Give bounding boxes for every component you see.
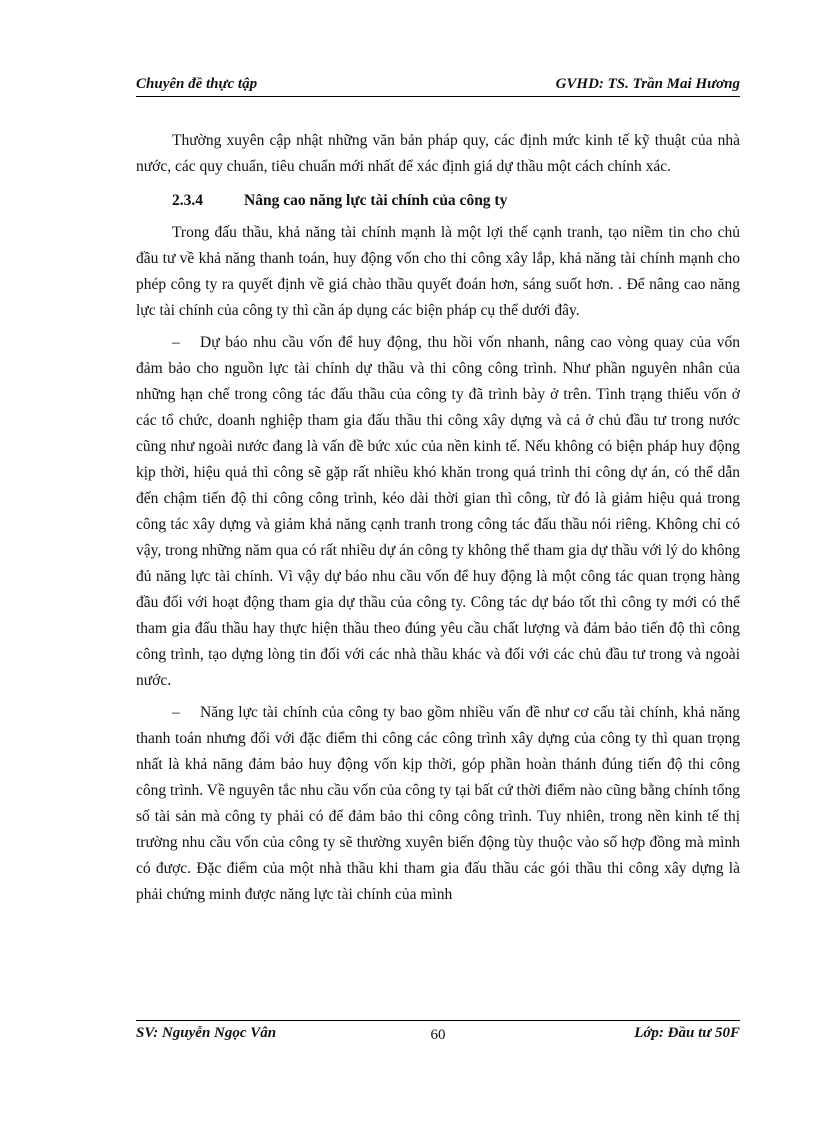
bullet-item xyxy=(136,330,740,694)
section-heading xyxy=(136,188,740,214)
page-body xyxy=(136,128,740,914)
paragraph-intro: Thường xuyên cập nhật những văn bản pháp quy, các định mức kinh tế kỹ thuật của nhà nước, các quy chuẩn, tiêu chuẩn mới nhất để xác định giá dự thầu một cách chính xác. xyxy=(136,132,740,175)
bullet-text: Năng lực tài chính của công ty bao gồm nhiều vấn đề như cơ cấu tài chính, khả năng thanh toán nhưng đối với đặc điểm thi công các công trình xây dựng của công ty thì quan trọng nhất là khả năng đảm bảo huy động vốn kịp thời, góp phần hoàn thánh đúng tiến độ thi công công trình. Về nguyên tắc nhu cầu vốn của công ty tại bất cứ thời điểm nào cũng bằng chính tổng số tài sản mà công ty phải có để đảm bảo thi công công trình. Tuy nhiên, trong nền kinh tế thị trường nhu cầu vốn của công ty sẽ thường xuyên biến động tùy thuộc vào số hợp đồng mà mình có được. Đặc điểm của một nhà thầu khi tham gia đấu thầu các gói thầu thi công xây dựng là phải chứng minh được năng lực tài chính của mình xyxy=(136,704,740,903)
page-header xyxy=(136,76,740,98)
header-supervisor: GVHD: TS. Trần Mai Hương xyxy=(555,76,740,92)
section-number: 2.3.4 xyxy=(172,192,203,209)
bullet-dash: – xyxy=(172,334,180,351)
footer-student: SV: Nguyễn Ngọc Vân xyxy=(136,1025,277,1041)
bullet-dash: – xyxy=(172,704,180,721)
page-number: 60 xyxy=(430,1027,446,1043)
footer-divider xyxy=(136,1020,740,1021)
header-document-title: Chuyên đề thực tập xyxy=(136,76,258,92)
bullet-text: Dự báo nhu cầu vốn để huy động, thu hồi vốn nhanh, nâng cao vòng quay của vốn đảm bảo cho nguồn lực tài chính dự thầu và thi công công trình. Như phần nguyên nhân của những hạn chế trong công tác đấu thầu của công ty đã trình bày ở trên. Tình trạng thiếu vốn ở các tổ chức, doanh nghiệp tham gia đấu thầu thi công xây dựng và cả ở chủ đầu tư trong nước cũng như ngoài nước đang là vấn đề bức xúc của nền kinh tế. Nếu không có biện pháp huy động kịp thời, hiệu quả thì công sẽ gặp rất nhiều khó khăn trong quá trình thi công dự án, có thể dẫn đến chậm tiến độ thi công công trình, kéo dài thời gian thì công, từ đó là giảm hiệu quả trong công tác xây dựng và giảm khả năng cạnh tranh trong công tác đấu thầu nói riêng. Không chỉ có vậy, trong những năm qua có rất nhiều dự án công ty không thể tham gia dự thầu với lý do không đủ năng lực tài chính. Vì vậy dự báo nhu cầu vốn để huy động là một công tác quan trọng hàng đầu đối với hoạt động tham gia dự thầu của công ty. Công tác dự báo tốt thì công ty mới có thể tham gia đấu thầu hay thực hiện thầu theo đúng yêu cầu chất lượng và đảm bảo tiến độ thì công công trình, tạo dựng lòng tin đối với các nhà thầu khác và đối với các chủ đầu tư trong và ngoài nước. xyxy=(136,334,740,689)
header-divider xyxy=(136,96,740,97)
page-footer xyxy=(136,1025,740,1049)
footer-class: Lớp: Đầu tư 50F xyxy=(634,1025,740,1041)
bullet-item xyxy=(136,700,740,908)
section-title: Nâng cao năng lực tài chính của công ty xyxy=(244,192,508,209)
paragraph-financial-strength: Trong đấu thầu, khả năng tài chính mạnh là một lợi thế cạnh tranh, tạo niềm tin cho chủ đầu tư về khả năng thanh toán, huy động vốn cho thi công xây lắp, khả năng tài chính mạnh cho phép công ty ra quyết định về giá chào thầu quyết đoán hơn, sáng suốt hơn. . Để nâng cao năng lực tài chính của công ty thì cần áp dụng các biện pháp cụ thể dưới đây. xyxy=(136,224,740,319)
